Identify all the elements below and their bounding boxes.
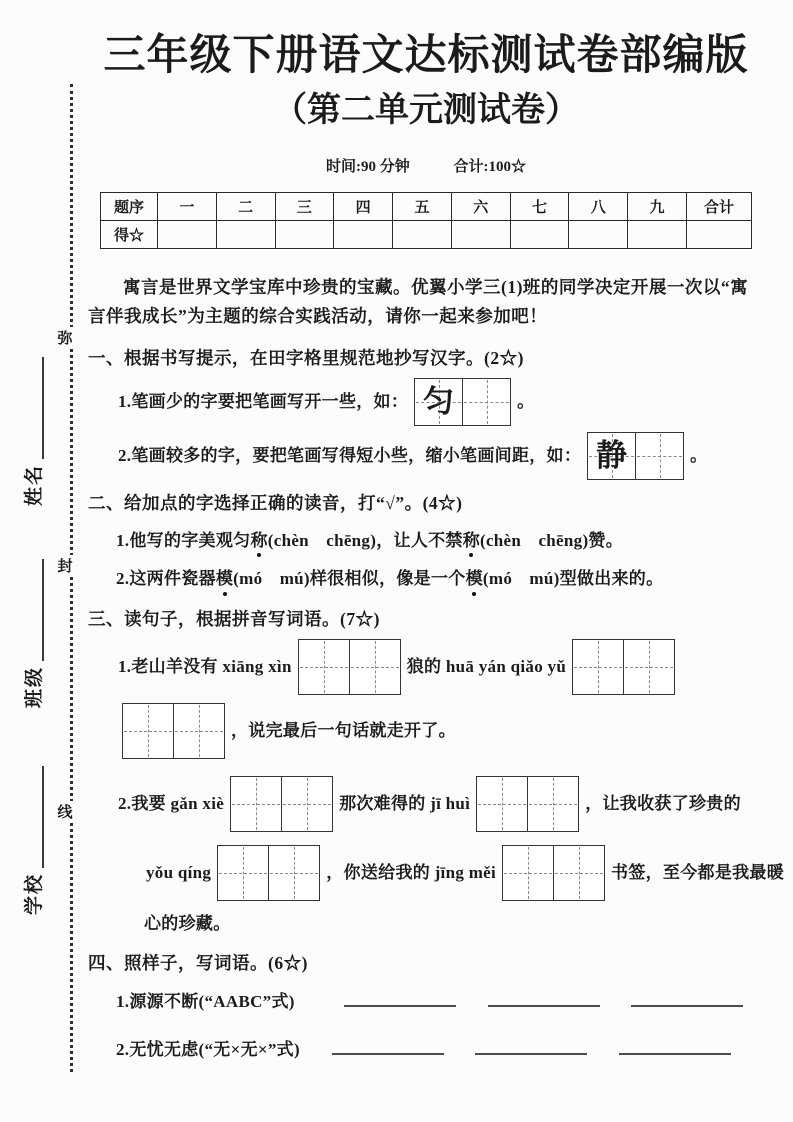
section3-item1-line2 [122,703,764,759]
header-col-4: 四 [334,193,393,221]
s3-i2-text-d: yǒu qíng [146,863,212,883]
seal-char-xian: 线 [56,801,74,822]
answer-cell[interactable] [173,704,224,758]
answer-grid-jingmei [502,845,605,901]
answer-blank[interactable] [631,993,743,1007]
answer-grid-huayanqiaoyu-1 [572,639,675,695]
score-table-header-row [101,193,752,221]
section2-item2[interactable] [116,566,764,592]
student-school-field [16,759,44,915]
tianzige-answer-cell[interactable] [635,433,683,479]
s2-i1-dotted-char2: 称 [463,528,480,554]
s3-i2-text-f: 书签，至今都是我最暖 [611,863,785,883]
class-label: 班级 [24,665,45,708]
s3-i2-text-e: ，你送给我的 jīng měi [326,863,497,883]
s2-i2-dotted-char2: 模 [466,566,483,592]
s1-i1-period: 。 [517,392,535,412]
score-cell-6[interactable] [451,221,510,249]
answer-cell[interactable] [299,640,349,694]
answer-cell[interactable] [503,846,553,900]
score-cell-1[interactable] [158,221,217,249]
section2-heading: 二、给加点的字选择正确的读音，打“√”。(4☆) [88,492,463,513]
header-col-9: 九 [628,193,687,221]
answer-blank[interactable] [344,993,456,1007]
score-row-label: 得☆ [101,221,158,249]
header-col-7: 七 [510,193,569,221]
answer-cell[interactable] [218,846,268,900]
answer-grid-huayanqiaoyu-2 [122,703,225,759]
s2-i1-seg2: (chèn chēng)赞。 [480,530,624,550]
s1-i2-period: 。 [690,446,708,466]
name-blank[interactable] [38,357,44,459]
exam-meta [88,155,764,176]
score-table-score-row [101,221,752,249]
section3-heading: 三、读句子，根据拼音写词语。(7☆) [88,608,380,629]
header-col-2: 二 [216,193,275,221]
total-score: 合计:100☆ [453,159,526,176]
answer-cell[interactable] [553,846,604,900]
header-total: 合计 [687,193,752,221]
header-col-5: 五 [393,193,452,221]
section2-item1[interactable] [116,528,764,554]
tianzige-model-cell [588,433,635,479]
seal-dotted-line [70,84,73,1072]
s1-i1-text: 1.笔画少的字要把笔画写开一些，如： [118,392,409,412]
s3-i2-text-c: ，让我收获了珍贵的 [585,794,741,814]
intro-paragraph: 寓言是世界文学宝库中珍贵的宝藏。优翼小学三(1)班的同学决定开展一次以“寓言伴我成长”为主题的综合实践活动，请你一起来参加吧！ [88,277,749,326]
answer-grid-jihui [476,776,579,832]
s4-i1-label: 1.源源不断(“AABC”式) [116,992,295,1012]
seal-char-mi: 弥 [56,327,74,348]
tianzige-grid-yun [414,378,511,426]
header-col-6: 六 [451,193,510,221]
section3-item2-line3: 心的珍藏。 [144,913,231,933]
answer-blank[interactable] [475,1041,587,1055]
answer-cell[interactable] [281,777,332,831]
answer-cell[interactable] [573,640,623,694]
answer-blank[interactable] [619,1041,731,1055]
tianzige-model-cell [415,379,462,425]
score-cell-4[interactable] [334,221,393,249]
answer-cell[interactable] [268,846,319,900]
answer-cell[interactable] [123,704,173,758]
s2-i1-seg0: 1.他写的字美观匀 [116,530,251,550]
tianzige-grid-jing [587,432,684,480]
answer-blank[interactable] [332,1041,444,1055]
s3-i2-text-b: 那次难得的 jī huì [339,794,471,814]
score-cell-8[interactable] [569,221,628,249]
s4-i2-label: 2.无忧无虑(“无×无×”式) [116,1039,300,1059]
s1-i2-text: 2.笔画较多的字，要把笔画写得短小些，缩小笔画间距，如： [118,446,582,466]
time-limit: 时间:90 分钟 [326,159,410,176]
section1-item1 [116,378,764,426]
answer-cell[interactable] [527,777,578,831]
header-col-8: 八 [569,193,628,221]
score-cell-3[interactable] [275,221,334,249]
section1-item2 [116,432,764,480]
answer-grid-ganxie [230,776,333,832]
school-blank[interactable] [38,766,44,868]
tianzige-answer-cell[interactable] [462,379,510,425]
score-table [100,192,752,249]
answer-grid-xiangxin [298,639,401,695]
student-name-field [16,350,44,506]
section3-item2-line1 [116,776,764,832]
s2-i1-dotted-char1: 称 [250,528,267,554]
school-label: 学校 [24,872,45,915]
score-cell-9[interactable] [628,221,687,249]
answer-cell[interactable] [349,640,400,694]
score-cell-7[interactable] [510,221,569,249]
header-col-1: 一 [158,193,217,221]
s3-i1-text-a: 1.老山羊没有 xiāng xìn [118,657,292,677]
s2-i2-seg0: 2.这两件瓷器 [116,569,216,589]
section3-item1-line1 [116,639,764,695]
section1-heading: 一、根据书写提示，在田字格里规范地抄写汉字。(2☆) [88,347,524,368]
paper-content [88,0,785,1062]
section4-item1 [116,989,764,1015]
name-label: 姓名 [24,463,45,506]
s2-i2-seg2: (mó mú)型做出来的。 [482,569,664,589]
class-blank[interactable] [38,559,44,661]
section4-heading: 四、照样子，写词语。(6☆) [88,953,308,974]
s2-i2-seg1: (mó mú)样很相似，像是一个 [233,569,466,589]
answer-cell[interactable] [231,777,281,831]
score-cell-total[interactable] [687,221,752,249]
model-char-jing: 静 [596,437,628,474]
score-cell-5[interactable] [393,221,452,249]
page-subtitle: （第二单元测试卷） [273,91,579,130]
s3-i1-text-b: 狼的 huā yán qiǎo yǔ [406,657,567,677]
seal-char-feng: 封 [56,555,74,576]
answer-cell[interactable] [477,777,527,831]
student-class-field [16,552,44,708]
header-col-3: 三 [275,193,334,221]
section4-item2 [116,1037,764,1063]
section3-item2-line2 [144,845,785,901]
s2-i2-dotted-char1: 模 [216,566,233,592]
s2-i1-seg1: (chèn chēng)，让人不禁 [267,530,463,550]
answer-blank[interactable] [488,993,600,1007]
answer-grid-youqing [217,845,320,901]
header-tixu: 题序 [101,193,158,221]
score-cell-2[interactable] [216,221,275,249]
answer-cell[interactable] [623,640,674,694]
s3-i2-text-a: 2.我要 gǎn xiè [118,794,225,814]
s3-i1-text-c: ，说完最后一句话就走开了。 [231,721,456,741]
page-title: 三年级下册语文达标测试卷部编版 [103,31,749,78]
model-char-yun: 匀 [423,383,455,420]
